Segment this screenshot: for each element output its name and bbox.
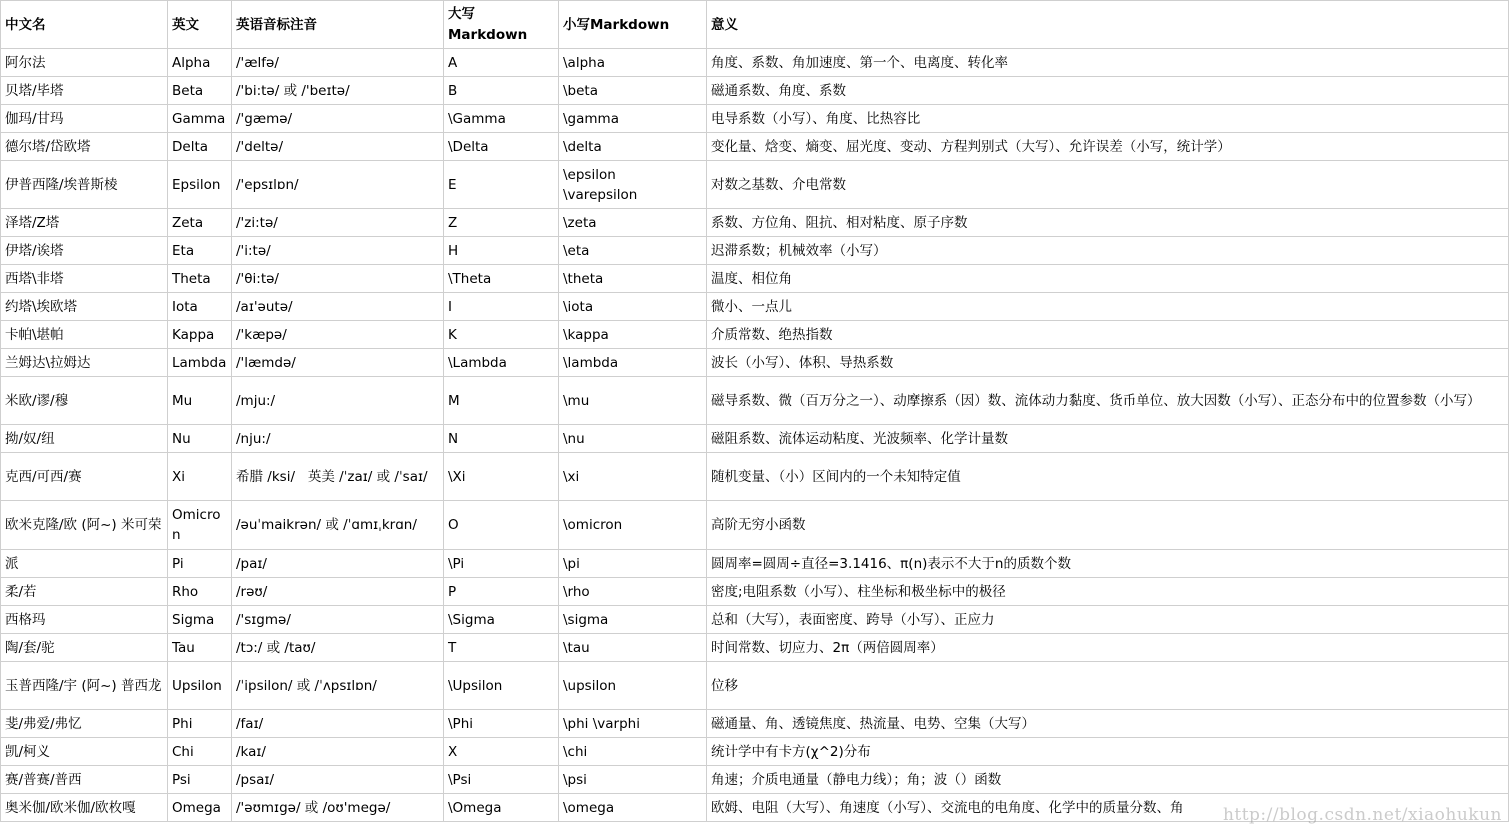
cell-uppercase-markdown: M	[444, 377, 559, 425]
table-row	[1, 425, 1509, 453]
cell-meaning: 位移	[707, 662, 1509, 710]
table-row	[1, 766, 1509, 794]
cell-chinese-name: 伊塔/诶塔	[1, 237, 168, 265]
cell-phonetic: /faɪ/	[232, 710, 444, 738]
cell-phonetic: /'θi:tə/	[232, 265, 444, 293]
cell-english: Iota	[168, 293, 232, 321]
header-chinese-name: 中文名	[1, 1, 168, 49]
cell-chinese-name: 贝塔/毕塔	[1, 77, 168, 105]
table-row	[1, 501, 1509, 550]
cell-chinese-name: 柔/若	[1, 578, 168, 606]
cell-lowercase-markdown: \phi \varphi	[559, 710, 707, 738]
header-uppercase-markdown: 大写 Markdown	[444, 1, 559, 49]
cell-phonetic: /'bi:tə/ 或 /'beɪtə/	[232, 77, 444, 105]
cell-meaning: 统计学中有卡方(χ^2)分布	[707, 738, 1509, 766]
cell-lowercase-markdown: \omega	[559, 794, 707, 822]
cell-lowercase-markdown: \rho	[559, 578, 707, 606]
cell-chinese-name: 伊普西隆/埃普斯棱	[1, 161, 168, 209]
cell-lowercase-markdown: \kappa	[559, 321, 707, 349]
cell-english: Tau	[168, 634, 232, 662]
table-row	[1, 377, 1509, 425]
cell-meaning: 磁通系数、角度、系数	[707, 77, 1509, 105]
cell-uppercase-markdown: A	[444, 49, 559, 77]
cell-chinese-name: 米欧/谬/穆	[1, 377, 168, 425]
cell-uppercase-markdown: \Theta	[444, 265, 559, 293]
cell-lowercase-markdown: \epsilon \varepsilon	[559, 161, 707, 209]
cell-phonetic: /'kæpə/	[232, 321, 444, 349]
cell-phonetic: /'ælfə/	[232, 49, 444, 77]
cell-english: Delta	[168, 133, 232, 161]
table-row	[1, 105, 1509, 133]
cell-phonetic: /aɪ'əutə/	[232, 293, 444, 321]
table-row	[1, 265, 1509, 293]
cell-chinese-name: 奥米伽/欧米伽/欧枚嘎	[1, 794, 168, 822]
cell-uppercase-markdown: \Gamma	[444, 105, 559, 133]
table-row	[1, 453, 1509, 501]
table-header-row	[1, 1, 1509, 49]
cell-english: Gamma	[168, 105, 232, 133]
table-row	[1, 349, 1509, 377]
cell-uppercase-markdown: I	[444, 293, 559, 321]
cell-uppercase-markdown: \Xi	[444, 453, 559, 501]
cell-uppercase-markdown: K	[444, 321, 559, 349]
cell-phonetic: /nju:/	[232, 425, 444, 453]
table-row	[1, 550, 1509, 578]
cell-meaning: 温度、相位角	[707, 265, 1509, 293]
cell-uppercase-markdown: X	[444, 738, 559, 766]
cell-phonetic: /tɔ:/ 或 /taʊ/	[232, 634, 444, 662]
cell-english: Lambda	[168, 349, 232, 377]
cell-english: Eta	[168, 237, 232, 265]
cell-meaning: 时间常数、切应力、2π（两倍圆周率）	[707, 634, 1509, 662]
cell-phonetic: /'i:tə/	[232, 237, 444, 265]
cell-phonetic: /mju:/	[232, 377, 444, 425]
cell-lowercase-markdown: \chi	[559, 738, 707, 766]
cell-chinese-name: 约塔\埃欧塔	[1, 293, 168, 321]
cell-lowercase-markdown: \gamma	[559, 105, 707, 133]
cell-english: Chi	[168, 738, 232, 766]
cell-meaning: 密度;电阻系数（小写）、柱坐标和极坐标中的极径	[707, 578, 1509, 606]
cell-english: Xi	[168, 453, 232, 501]
table-row	[1, 209, 1509, 237]
cell-meaning: 波长（小写）、体积、导热系数	[707, 349, 1509, 377]
cell-chinese-name: 赛/普赛/普西	[1, 766, 168, 794]
cell-lowercase-markdown: \iota	[559, 293, 707, 321]
cell-meaning: 角度、系数、角加速度、第一个、电离度、转化率	[707, 49, 1509, 77]
cell-meaning: 欧姆、电阻（大写）、角速度（小写）、交流电的电角度、化学中的质量分数、角	[707, 794, 1509, 822]
cell-uppercase-markdown: \Pi	[444, 550, 559, 578]
cell-lowercase-markdown: \mu	[559, 377, 707, 425]
cell-chinese-name: 西格玛	[1, 606, 168, 634]
cell-meaning: 高阶无穷小函数	[707, 501, 1509, 550]
cell-chinese-name: 陶/套/驼	[1, 634, 168, 662]
cell-lowercase-markdown: \alpha	[559, 49, 707, 77]
cell-phonetic: 希腊 /ksi/ 英美 /ˈzaɪ/ 或 /ˈsaɪ/	[232, 453, 444, 501]
cell-english: Omega	[168, 794, 232, 822]
cell-chinese-name: 伽玛/甘玛	[1, 105, 168, 133]
cell-uppercase-markdown: E	[444, 161, 559, 209]
table-row	[1, 77, 1509, 105]
cell-chinese-name: 兰姆达\拉姆达	[1, 349, 168, 377]
cell-english: Sigma	[168, 606, 232, 634]
cell-lowercase-markdown: \sigma	[559, 606, 707, 634]
cell-phonetic: /'epsɪlɒn/	[232, 161, 444, 209]
cell-meaning: 介质常数、绝热指数	[707, 321, 1509, 349]
cell-chinese-name: 阿尔法	[1, 49, 168, 77]
cell-uppercase-markdown: T	[444, 634, 559, 662]
cell-chinese-name: 斐/弗爱/弗忆	[1, 710, 168, 738]
cell-uppercase-markdown: O	[444, 501, 559, 550]
cell-meaning: 圆周率=圆周÷直径=3.1416、π(n)表示不大于n的质数个数	[707, 550, 1509, 578]
cell-lowercase-markdown: \lambda	[559, 349, 707, 377]
cell-phonetic: /psaɪ/	[232, 766, 444, 794]
cell-chinese-name: 西塔\非塔	[1, 265, 168, 293]
table-row	[1, 738, 1509, 766]
cell-english: Zeta	[168, 209, 232, 237]
cell-meaning: 磁通量、角、透镜焦度、热流量、电势、空集（大写）	[707, 710, 1509, 738]
cell-phonetic: /əuˈmaikrən/ 或 /ˈɑmɪˌkrɑn/	[232, 501, 444, 550]
cell-phonetic: /paɪ/	[232, 550, 444, 578]
cell-uppercase-markdown: P	[444, 578, 559, 606]
table-body	[1, 49, 1509, 822]
table-row	[1, 321, 1509, 349]
table-row	[1, 293, 1509, 321]
table-row	[1, 133, 1509, 161]
cell-meaning: 角速；介质电通量（静电力线）；角；波（）函数	[707, 766, 1509, 794]
header-phonetic: 英语音标注音	[232, 1, 444, 49]
cell-phonetic: /'læmdə/	[232, 349, 444, 377]
cell-lowercase-markdown: \delta	[559, 133, 707, 161]
cell-lowercase-markdown: \nu	[559, 425, 707, 453]
table-row	[1, 710, 1509, 738]
cell-phonetic: /kaɪ/	[232, 738, 444, 766]
cell-chinese-name: 玉普西隆/宇 (阿~) 普西龙	[1, 662, 168, 710]
cell-chinese-name: 派	[1, 550, 168, 578]
cell-uppercase-markdown: H	[444, 237, 559, 265]
cell-meaning: 对数之基数、介电常数	[707, 161, 1509, 209]
cell-english: Theta	[168, 265, 232, 293]
cell-lowercase-markdown: \upsilon	[559, 662, 707, 710]
cell-english: Kappa	[168, 321, 232, 349]
cell-english: Upsilon	[168, 662, 232, 710]
cell-english: Psi	[168, 766, 232, 794]
cell-uppercase-markdown: \Psi	[444, 766, 559, 794]
cell-lowercase-markdown: \psi	[559, 766, 707, 794]
cell-meaning: 磁导系数、微（百万分之一）、动摩擦系（因）数、流体动力黏度、货币单位、放大因数（小写）、正态分布中的位置参数（小写）	[707, 377, 1509, 425]
cell-chinese-name: 凯/柯义	[1, 738, 168, 766]
table-row	[1, 606, 1509, 634]
table-row	[1, 578, 1509, 606]
cell-lowercase-markdown: \theta	[559, 265, 707, 293]
cell-lowercase-markdown: \zeta	[559, 209, 707, 237]
cell-meaning: 迟滞系数；机械效率（小写）	[707, 237, 1509, 265]
table-row	[1, 662, 1509, 710]
table-row	[1, 634, 1509, 662]
cell-chinese-name: 泽塔/Z塔	[1, 209, 168, 237]
cell-phonetic: /'əʊmɪgə/ 或 /oʊ'megə/	[232, 794, 444, 822]
table-row	[1, 161, 1509, 209]
cell-phonetic: /'sɪgmə/	[232, 606, 444, 634]
cell-lowercase-markdown: \pi	[559, 550, 707, 578]
cell-uppercase-markdown: \Upsilon	[444, 662, 559, 710]
cell-phonetic: /'deltə/	[232, 133, 444, 161]
cell-lowercase-markdown: \beta	[559, 77, 707, 105]
cell-english: Mu	[168, 377, 232, 425]
table-row	[1, 794, 1509, 822]
cell-meaning: 磁阻系数、流体运动粘度、光波频率、化学计量数	[707, 425, 1509, 453]
cell-english: Epsilon	[168, 161, 232, 209]
table-row	[1, 49, 1509, 77]
cell-uppercase-markdown: N	[444, 425, 559, 453]
header-meaning: 意义	[707, 1, 1509, 49]
cell-meaning: 随机变量、（小）区间内的一个未知特定值	[707, 453, 1509, 501]
cell-meaning: 微小、一点儿	[707, 293, 1509, 321]
cell-uppercase-markdown: Z	[444, 209, 559, 237]
cell-chinese-name: 克西/可西/赛	[1, 453, 168, 501]
cell-english: Rho	[168, 578, 232, 606]
cell-english: Pi	[168, 550, 232, 578]
cell-meaning: 总和（大写），表面密度、跨导（小写）、正应力	[707, 606, 1509, 634]
cell-english: Phi	[168, 710, 232, 738]
cell-uppercase-markdown: \Delta	[444, 133, 559, 161]
cell-uppercase-markdown: \Sigma	[444, 606, 559, 634]
cell-uppercase-markdown: \Phi	[444, 710, 559, 738]
table-row	[1, 237, 1509, 265]
cell-phonetic: /ˈipsilon/ 或 /ˈʌpsɪlɒn/	[232, 662, 444, 710]
cell-phonetic: /rəʊ/	[232, 578, 444, 606]
cell-chinese-name: 卡帕\堪帕	[1, 321, 168, 349]
cell-phonetic: /'zi:tə/	[232, 209, 444, 237]
cell-meaning: 变化量、焓变、熵变、屈光度、变动、方程判别式（大写）、允许误差（小写，统计学）	[707, 133, 1509, 161]
watermark: http://blog.csdn.net/xiaohukun	[1222, 805, 1502, 825]
cell-lowercase-markdown: \xi	[559, 453, 707, 501]
cell-english: Alpha	[168, 49, 232, 77]
cell-uppercase-markdown: B	[444, 77, 559, 105]
cell-meaning: 电导系数（小写）、角度、比热容比	[707, 105, 1509, 133]
cell-meaning: 系数、方位角、阻抗、相对粘度、原子序数	[707, 209, 1509, 237]
cell-uppercase-markdown: \Lambda	[444, 349, 559, 377]
cell-chinese-name: 拗/奴/纽	[1, 425, 168, 453]
cell-lowercase-markdown: \tau	[559, 634, 707, 662]
cell-english: Nu	[168, 425, 232, 453]
cell-english: Omicron	[168, 501, 232, 550]
cell-chinese-name: 欧米克隆/欧 (阿~) 米可荣	[1, 501, 168, 550]
cell-phonetic: /'gæmə/	[232, 105, 444, 133]
cell-chinese-name: 德尔塔/岱欧塔	[1, 133, 168, 161]
cell-uppercase-markdown: \Omega	[444, 794, 559, 822]
header-lowercase-markdown: 小写Markdown	[559, 1, 707, 49]
cell-english: Beta	[168, 77, 232, 105]
cell-lowercase-markdown: \omicron	[559, 501, 707, 550]
header-english: 英文	[168, 1, 232, 49]
cell-lowercase-markdown: \eta	[559, 237, 707, 265]
